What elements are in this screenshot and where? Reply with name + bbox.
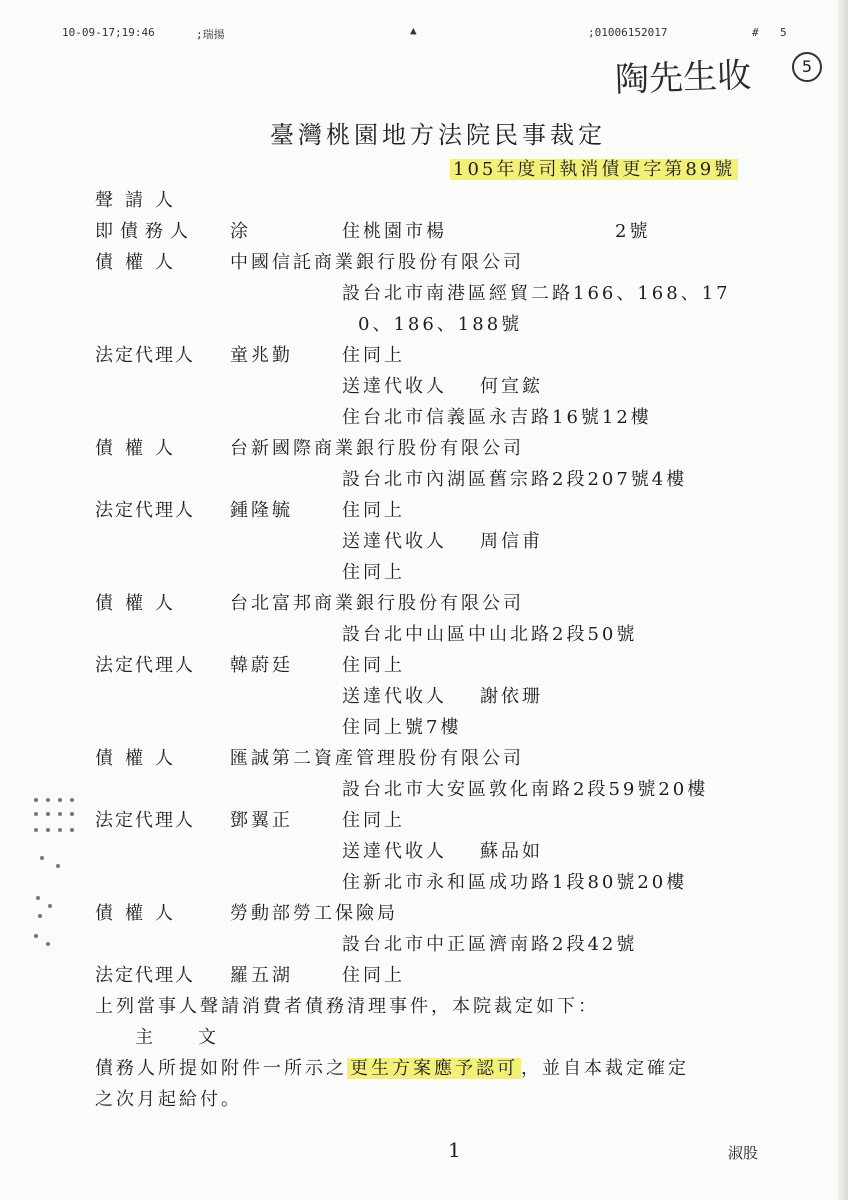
ruling-line-1 (95, 1054, 689, 1080)
creditor-1-agent: 何宣鋐 (480, 376, 543, 397)
creditor-3-rep: 韓蔚廷 (230, 655, 293, 676)
rep-label: 法定代理人 (95, 810, 195, 831)
rep-label: 法定代理人 (95, 965, 195, 986)
intro-paragraph: 上列當事人聲請消費者債務清理事件，本院裁定如下： (95, 996, 599, 1017)
creditor-2-name: 台新國際商業銀行股份有限公司 (230, 438, 524, 459)
creditor-4-agent-address: 住新北市永和區成功路1段80號20樓 (342, 872, 688, 893)
creditor-5-name: 勞動部勞工保險局 (230, 903, 398, 924)
rep-label: 法定代理人 (95, 345, 195, 366)
rep-label: 法定代理人 (95, 500, 195, 521)
creditor-label: 債權人 (95, 252, 185, 273)
applicant-label: 聲請人 (95, 190, 185, 211)
debtor-label: 即債務人 (95, 221, 195, 242)
creditor-label: 債權人 (95, 748, 185, 769)
fax-station: ;瑞揚 (196, 28, 225, 41)
creditor-5-rep: 羅五湖 (230, 965, 293, 986)
creditor-5-address: 設台北市中正區濟南路2段42號 (342, 934, 638, 955)
creditor-4-rep: 鄧翼正 (230, 810, 293, 831)
creditor-4-address: 設台北市大安區敦化南路2段59號20樓 (342, 779, 709, 800)
creditor-4-agent: 蘇品如 (480, 841, 543, 862)
creditor-label: 債權人 (95, 593, 185, 614)
ruling-post: ，並自本裁定確定 (521, 1058, 689, 1079)
case-number-highlight: 105年度司執消債更字第89號 (450, 159, 738, 180)
circled-number: 5 (792, 52, 822, 82)
fax-number: ;01006152017 (588, 26, 668, 39)
creditor-label: 債權人 (95, 903, 185, 924)
fax-marker: ▲ (410, 24, 417, 37)
agent-label: 送達代收人 (342, 376, 447, 397)
creditor-1-rep: 童兆勤 (230, 345, 293, 366)
ruling-highlight: 更生方案應予認可 (347, 1058, 521, 1079)
creditor-2-agent-address: 住同上 (342, 562, 405, 583)
creditor-1-address: 設台北市南港區經貿二路166、168、17 (342, 283, 731, 304)
fax-page-number: 5 (780, 26, 787, 39)
creditor-3-agent-address: 住同上號7樓 (342, 717, 462, 738)
fax-timestamp: 10-09-17;19:46 (62, 26, 155, 39)
debtor-address: 住桃園市楊 (342, 221, 447, 242)
document-title: 臺灣桃園地方法院民事裁定 (270, 121, 606, 149)
page-number: 1 (448, 1138, 461, 1162)
agent-label: 送達代收人 (342, 841, 447, 862)
ruling-line-2: 之次月起給付。 (95, 1089, 242, 1110)
creditor-3-name: 台北富邦商業銀行股份有限公司 (230, 593, 524, 614)
agent-label: 送達代收人 (342, 686, 447, 707)
creditor-1-name: 中國信託商業銀行股份有限公司 (230, 252, 524, 273)
debtor-address-end: 2號 (615, 221, 651, 242)
creditor-2-address: 設台北市內湖區舊宗路2段207號4樓 (342, 469, 688, 490)
creditor-2-rep-address: 住同上 (342, 500, 405, 521)
creditor-label: 債權人 (95, 438, 185, 459)
fax-page-hash: # (752, 26, 759, 39)
agent-label: 送達代收人 (342, 531, 447, 552)
creditor-2-agent: 周信甫 (480, 531, 543, 552)
creditor-4-rep-address: 住同上 (342, 810, 405, 831)
creditor-5-rep-address: 住同上 (342, 965, 405, 986)
creditor-3-rep-address: 住同上 (342, 655, 405, 676)
rep-label: 法定代理人 (95, 655, 195, 676)
creditor-3-address: 設台北中山區中山北路2段50號 (342, 624, 638, 645)
debtor-name: 涂 (230, 221, 251, 242)
creditor-4-name: 匯誠第二資產管理股份有限公司 (230, 748, 524, 769)
creditor-3-agent: 謝依珊 (480, 686, 543, 707)
ruling-pre: 債務人所提如附件一所示之 (95, 1058, 347, 1079)
creditor-1-agent-address: 住台北市信義區永吉路16號12樓 (342, 407, 652, 428)
creditor-1-address-cont: 0、186、188號 (358, 314, 523, 335)
creditor-2-rep: 鍾隆毓 (230, 500, 293, 521)
case-number (450, 155, 738, 181)
binding-holes (32, 796, 82, 956)
paper-edge-shadow (838, 0, 848, 1200)
handwritten-note: 陶先生收 (614, 55, 752, 101)
clerk-code: 淑股 (728, 1144, 759, 1162)
main-text-heading: 主 文 (135, 1027, 219, 1048)
creditor-1-rep-address: 住同上 (342, 345, 405, 366)
